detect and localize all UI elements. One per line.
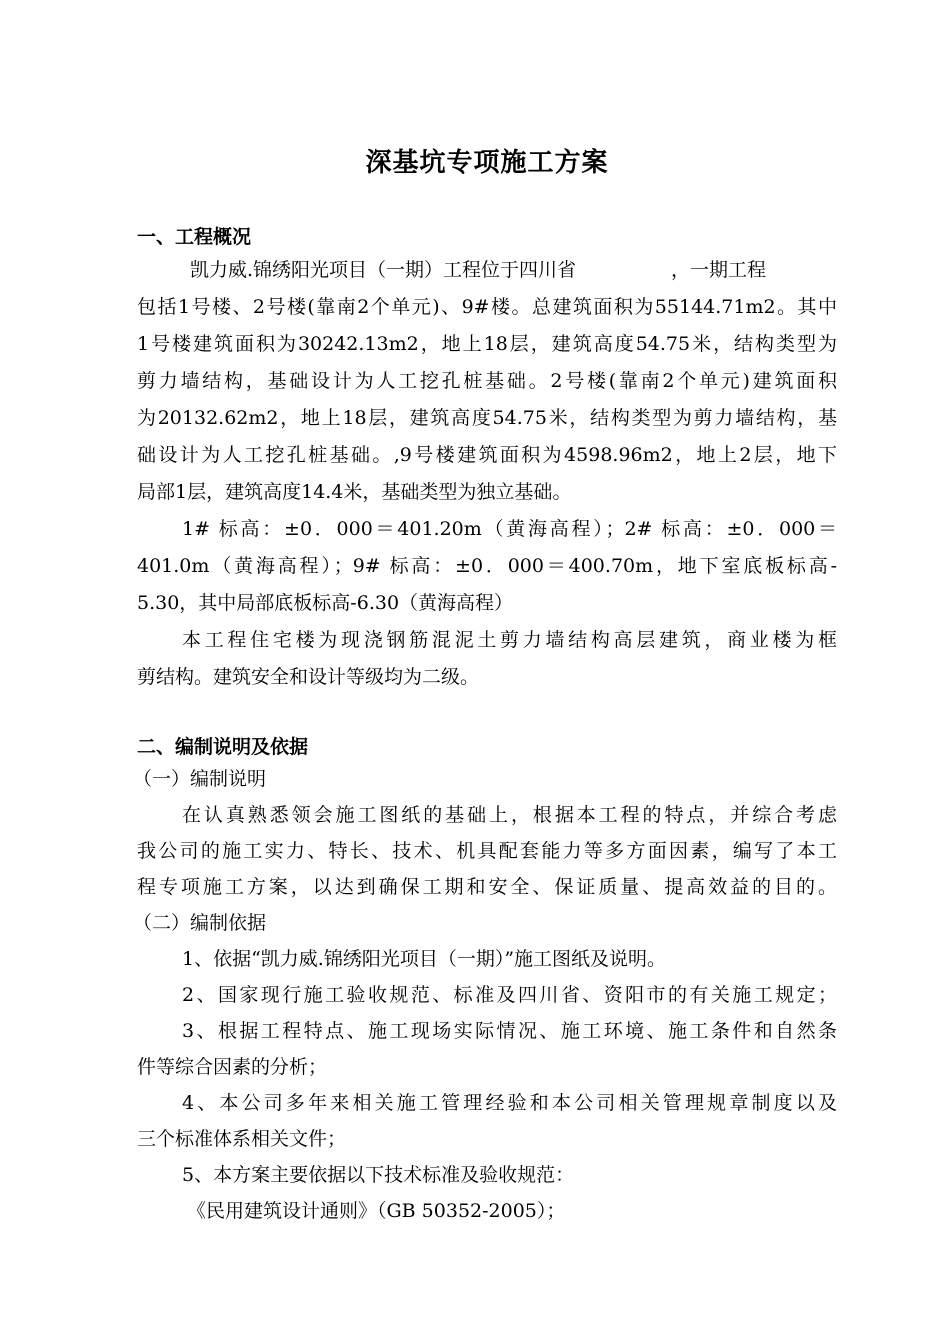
list-item: 4、本公司多年来相关施工管理经验和本公司相关管理规章制度以及 [182,1092,837,1114]
subsection-heading: （一）编制说明 [133,768,267,790]
paragraph-line: 剪力墙结构，基础设计为人工挖孔桩基础。2号楼(靠南2个单元)建筑面积 [137,370,837,392]
paragraph-line: 程专项施工方案，以达到确保工期和安全、保证质量、提高效益的目的。 [137,876,837,898]
list-item-continuation: 三个标准体系相关文件； [137,1128,347,1150]
paragraph-line: 本工程住宅楼为现浇钢筋混泥土剪力墙结构高层建筑，商业楼为框 [182,629,837,651]
paragraph-line: 5.30，其中局部底板标高-6.30（黄海高程） [137,592,514,614]
paragraph-line: 础设计为人工挖孔桩基础。,9号楼建筑面积为4598.96m2，地上2层，地下 [137,444,837,466]
paragraph-line: 剪结构。建筑安全和设计等级均为二级。 [137,666,480,688]
paragraph-line: 在认真熟悉领会施工图纸的基础上，根据本工程的特点，并综合考虑 [182,804,837,826]
standard-reference: 《民用建筑设计通则》（GB 50352-2005）； [187,1200,566,1222]
list-item: 3、根据工程特点、施工现场实际情况、施工环境、施工条件和自然条 [182,1020,837,1042]
section-heading-overview: 一、工程概况 [137,226,252,248]
paragraph-line: 局部1层，建筑高度14.4米，基础类型为独立基础。 [137,481,572,503]
paragraph-line: 凯力威.锦绣阳光项目（一期）工程位于四川省 ，一期工程 [190,259,767,281]
list-item: 1、依据“凯力威.锦绣阳光项目（一期）”施工图纸及说明。 [182,948,667,970]
list-item-continuation: 件等综合因素的分析； [137,1056,328,1078]
section-heading-basis: 二、编制说明及依据 [137,736,309,758]
paragraph-line: 包括1号楼、2号楼(靠南2个单元)、9#楼。总建筑面积为55144.71m2。其中 [137,296,837,318]
document-title: 深基坑专项施工方案 [365,148,609,178]
paragraph-line: 为20132.62m2，地上18层，建筑高度54.75米，结构类型为剪力墙结构，基 [137,407,837,429]
list-item: 2、国家现行施工验收规范、标准及四川省、资阳市的有关施工规定； [182,984,837,1006]
subsection-heading: （二）编制依据 [133,912,267,934]
paragraph-line: 1# 标高：±0．000＝401.20m（黄海高程）；2# 标高：±0．000＝ [182,518,837,540]
paragraph-line: 401.0m（黄海高程）；9# 标高：±0．000＝400.70m，地下室底板标高- [137,555,837,577]
paragraph-line: 我公司的施工实力、特长、技术、机具配套能力等多方面因素，编写了本工 [137,840,837,862]
list-item: 5、本方案主要依据以下技术标准及验收规范： [182,1164,575,1186]
paragraph-line: 1号楼建筑面积为30242.13m2，地上18层，建筑高度54.75米，结构类型为 [137,333,837,355]
